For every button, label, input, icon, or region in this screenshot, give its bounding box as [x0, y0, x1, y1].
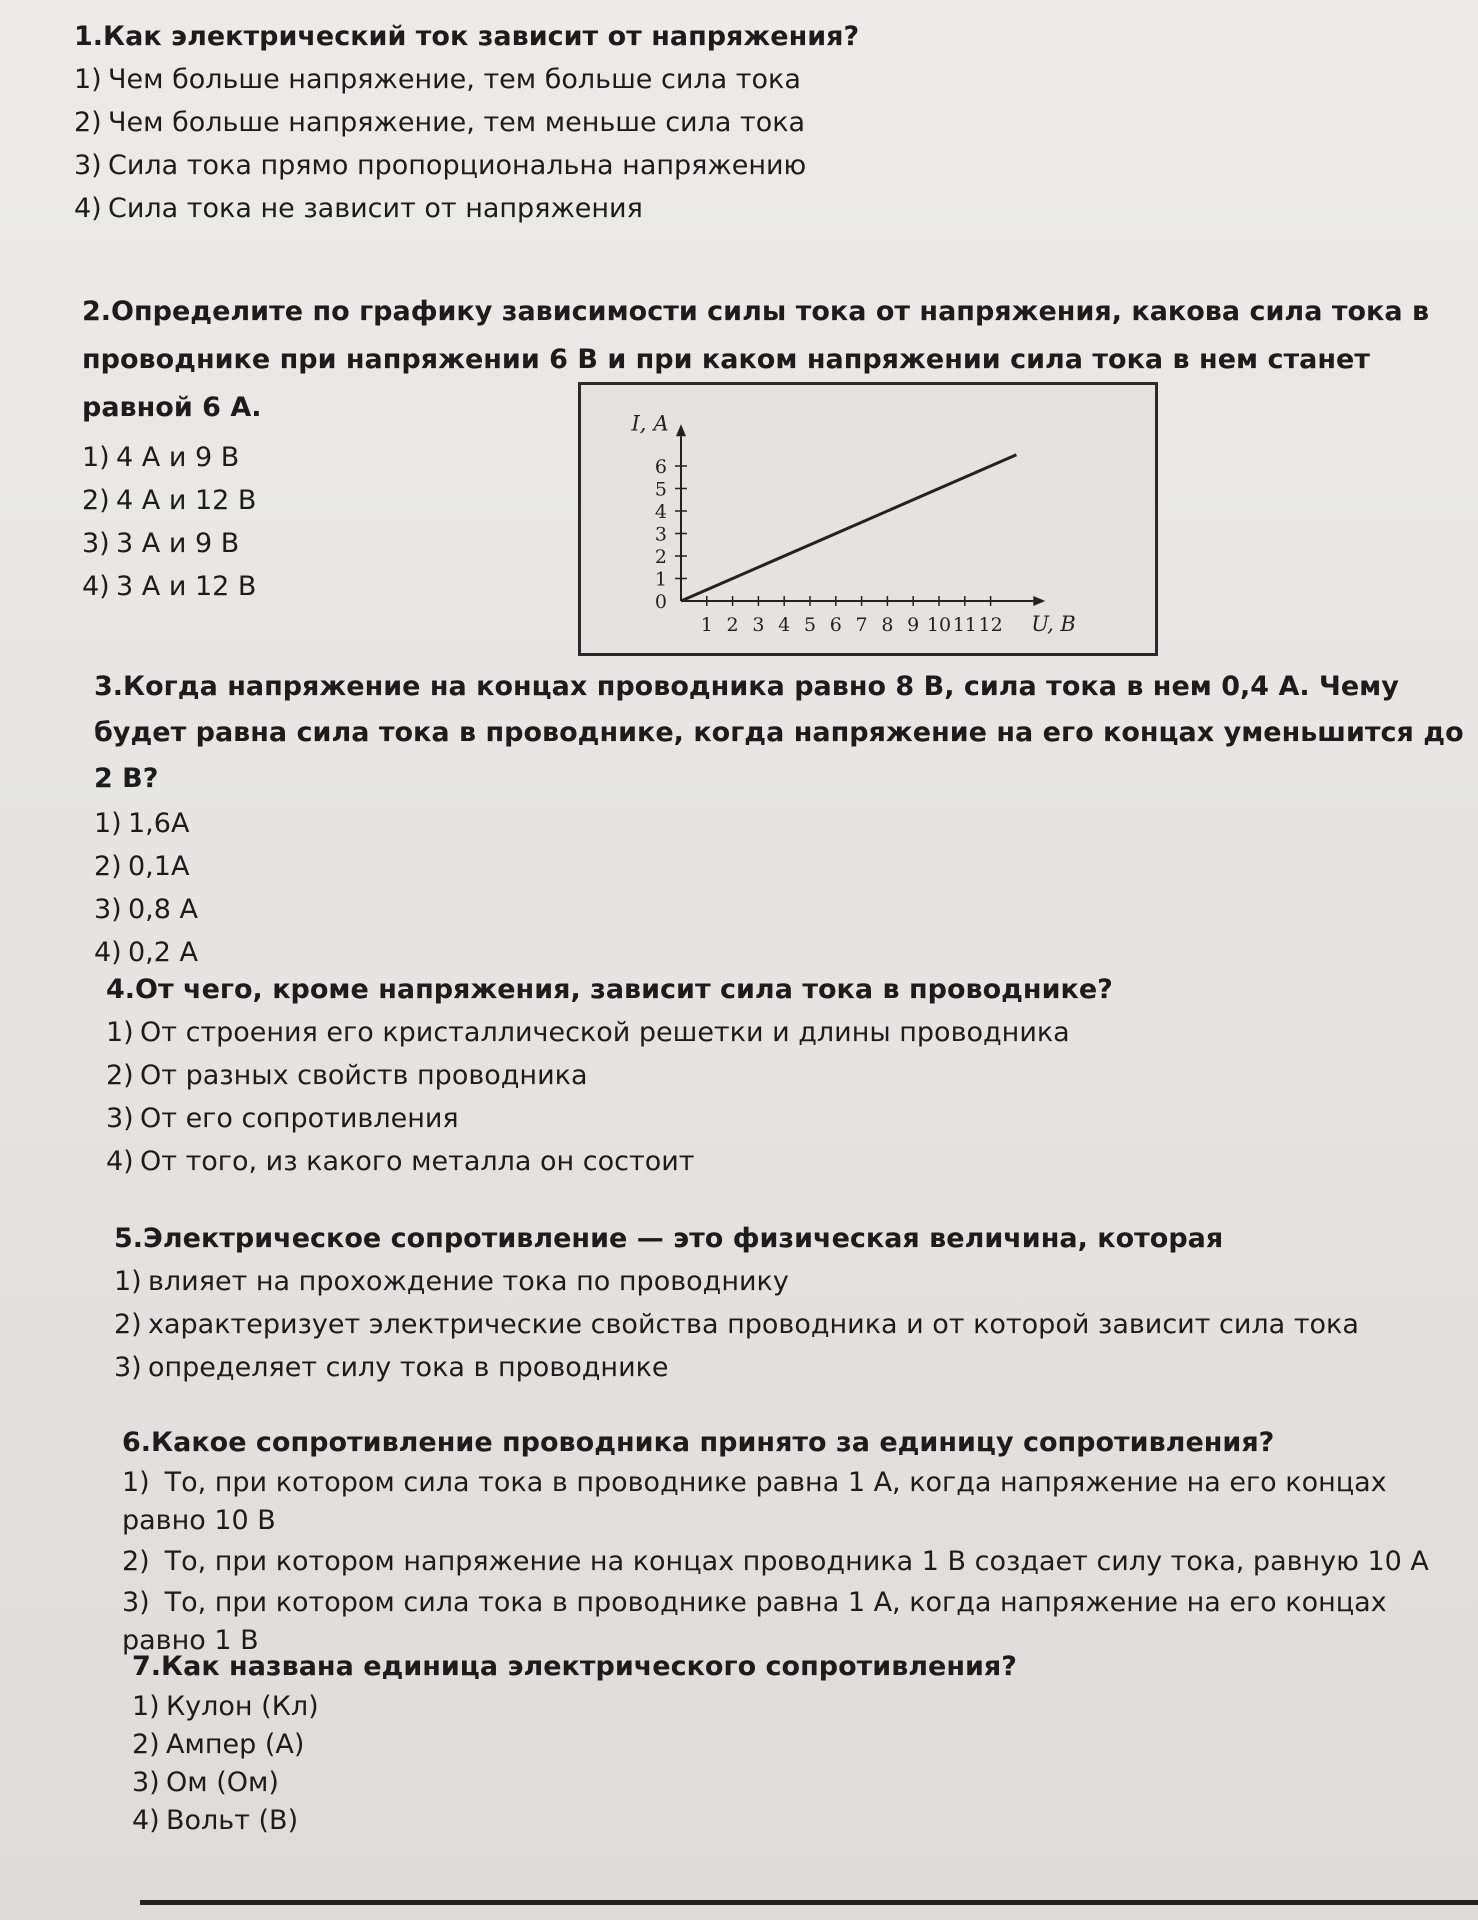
option-text: 0,2 А: [128, 937, 198, 968]
question-4-options: [106, 1011, 1113, 1183]
x-tick-label: 4: [778, 614, 791, 636]
question-3-option: [94, 845, 1478, 888]
option-number: 1): [122, 1467, 150, 1498]
option-text: 3 А и 12 В: [116, 571, 257, 602]
question-2-title: 2.Определите по графику зависимости силы тока от напряжения, какова сила тока в проводнике при напряжении 6 В и при каком напряжении сила тока в нем станет равной 6 А.: [82, 296, 1430, 423]
option-text: Сила тока прямо пропорциональна напряжению: [108, 150, 807, 181]
question-3-options: [94, 802, 1478, 974]
question-7: [132, 1646, 1017, 1840]
y-tick-label: 3: [654, 523, 667, 546]
question-5-options: [114, 1260, 1359, 1389]
question-1-option: [74, 58, 859, 101]
option-number: 1): [82, 442, 110, 473]
x-tick-label: 8: [881, 614, 894, 636]
option-text: 4 А и 9 В: [116, 442, 240, 473]
question-7-title: 7.Как названа единица электрического сопротивления?: [132, 1651, 1017, 1682]
option-number: 4): [132, 1805, 160, 1836]
x-axis-label: U, В: [1031, 612, 1076, 636]
question-1-options: [74, 58, 859, 230]
option-text: 1,6А: [128, 808, 190, 839]
question-1-option: [74, 144, 859, 187]
question-4-option: [106, 1011, 1113, 1054]
option-number: 2): [82, 485, 110, 516]
question-5-option: [114, 1346, 1359, 1389]
y-axis-label: I, А: [631, 411, 669, 436]
x-tick-label: 6: [829, 614, 842, 636]
option-text: От разных свойств проводника: [140, 1060, 588, 1091]
question-5-option: [114, 1260, 1359, 1303]
option-text: 0,8 А: [128, 894, 198, 925]
option-number: 2): [106, 1060, 134, 1091]
question-6: [122, 1422, 1478, 1660]
question-5: [114, 1218, 1359, 1389]
option-number: 4): [94, 937, 122, 968]
current-voltage-graph: [578, 382, 1158, 656]
question-4-option: [106, 1140, 1113, 1183]
y-tick-label: 2: [654, 546, 667, 568]
y-tick-label: 6: [654, 456, 667, 478]
option-text: От того, из какого металла он состоит: [140, 1146, 695, 1177]
x-tick-label: 9: [907, 614, 920, 636]
option-text: определяет силу тока в проводнике: [148, 1352, 669, 1383]
x-tick-label: 11: [952, 614, 977, 636]
option-number: 1): [132, 1691, 160, 1722]
question-3-option: [94, 888, 1478, 931]
question-7-option: [132, 1726, 1017, 1764]
x-tick-label: 2: [726, 614, 739, 636]
option-number: 3): [114, 1352, 142, 1383]
option-number: 3): [94, 894, 122, 925]
option-text: 4 А и 12 В: [116, 485, 257, 516]
question-7-option: [132, 1802, 1017, 1840]
option-number: 4): [106, 1146, 134, 1177]
option-number: 1): [114, 1266, 142, 1297]
option-number: 3): [74, 150, 102, 181]
x-tick-label: 10: [926, 614, 952, 636]
option-text: Ампер (А): [166, 1729, 305, 1760]
question-1: [74, 16, 859, 230]
x-tick-label: 1: [700, 614, 713, 636]
option-text: Сила тока не зависит от напряжения: [108, 193, 643, 224]
option-text: От его сопротивления: [140, 1103, 459, 1134]
option-number: 2): [94, 851, 122, 882]
option-number: 3): [106, 1103, 134, 1134]
y-tick-label: 4: [654, 501, 667, 523]
option-number: 2): [114, 1309, 142, 1340]
question-7-options: [132, 1688, 1017, 1840]
question-3-option: [94, 931, 1478, 974]
question-6-option: [122, 1543, 1478, 1581]
option-text: 0,1А: [128, 851, 190, 882]
question-4-title: 4.От чего, кроме напряжения, зависит сила тока в проводнике?: [106, 974, 1113, 1005]
option-number: 4): [82, 571, 110, 602]
option-text: 3 А и 9 В: [116, 528, 240, 559]
option-text: То, при котором напряжение на концах проводника 1 В создает силу тока, равную 10 А: [164, 1546, 1429, 1577]
question-6-title: 6.Какое сопротивление проводника принято за единицу сопротивления?: [122, 1427, 1275, 1458]
option-text: характеризует электрические свойства проводника и от которой зависит сила тока: [148, 1309, 1359, 1340]
question-1-option: [74, 187, 859, 230]
option-number: 2): [132, 1729, 160, 1760]
question-5-title: 5.Электрическое сопротивление — это физическая величина, которая: [114, 1223, 1224, 1254]
question-7-option: [132, 1764, 1017, 1802]
question-4-option: [106, 1097, 1113, 1140]
option-number: 1): [74, 64, 102, 95]
option-number: 3): [122, 1587, 150, 1618]
x-tick-label: 7: [855, 614, 868, 636]
question-7-option: [132, 1688, 1017, 1726]
question-5-option: [114, 1303, 1359, 1346]
option-number: 1): [106, 1017, 134, 1048]
option-number: 2): [122, 1546, 150, 1577]
option-number: 1): [94, 808, 122, 839]
option-text: От строения его кристаллической решетки и длины проводника: [140, 1017, 1070, 1048]
option-text: влияет на прохождение тока по проводнику: [148, 1266, 789, 1297]
option-text: То, при котором сила тока в проводнике равна 1 А, когда напряжение на его концах равно 10 В: [122, 1467, 1387, 1536]
y-tick-label: 5: [654, 478, 667, 501]
option-number: 3): [82, 528, 110, 559]
option-text: Вольт (В): [166, 1805, 299, 1836]
x-axis-arrow: [1033, 596, 1045, 606]
option-number: 2): [74, 107, 102, 138]
y-tick-label: 1: [654, 568, 667, 591]
y-axis-arrow: [676, 424, 686, 436]
question-3-title: 3.Когда напряжение на концах проводника равно 8 В, сила тока в нем 0,4 А. Чему будет равна сила тока в проводнике, когда напряжение на его концах уменьшится до 2 В?: [94, 671, 1464, 794]
question-4: [106, 969, 1113, 1183]
option-number: 3): [132, 1767, 160, 1798]
graph-svg: [581, 385, 1155, 653]
question-1-title: 1.Как электрический ток зависит от напряжения?: [74, 21, 860, 52]
y-tick-label: 0: [654, 591, 667, 613]
option-text: Чем больше напряжение, тем меньше сила тока: [108, 107, 806, 138]
x-tick-label: 3: [752, 614, 765, 636]
question-1-option: [74, 101, 859, 144]
question-3: [94, 664, 1478, 974]
option-text: Ом (Ом): [166, 1767, 279, 1798]
option-text: То, при котором сила тока в проводнике равна 1 А, когда напряжение на его концах равно 1 В: [122, 1587, 1387, 1656]
question-6-options: [122, 1464, 1478, 1660]
question-6-option: [122, 1464, 1478, 1540]
option-number: 4): [74, 193, 102, 224]
option-text: Чем больше напряжение, тем больше сила тока: [108, 64, 801, 95]
series-line: [681, 455, 1016, 601]
question-3-option: [94, 802, 1478, 845]
x-tick-label: 12: [978, 614, 1003, 636]
bottom-rule: [140, 1900, 1478, 1905]
x-tick-label: 5: [803, 614, 817, 636]
option-text: Кулон (Кл): [166, 1691, 319, 1722]
question-4-option: [106, 1054, 1113, 1097]
